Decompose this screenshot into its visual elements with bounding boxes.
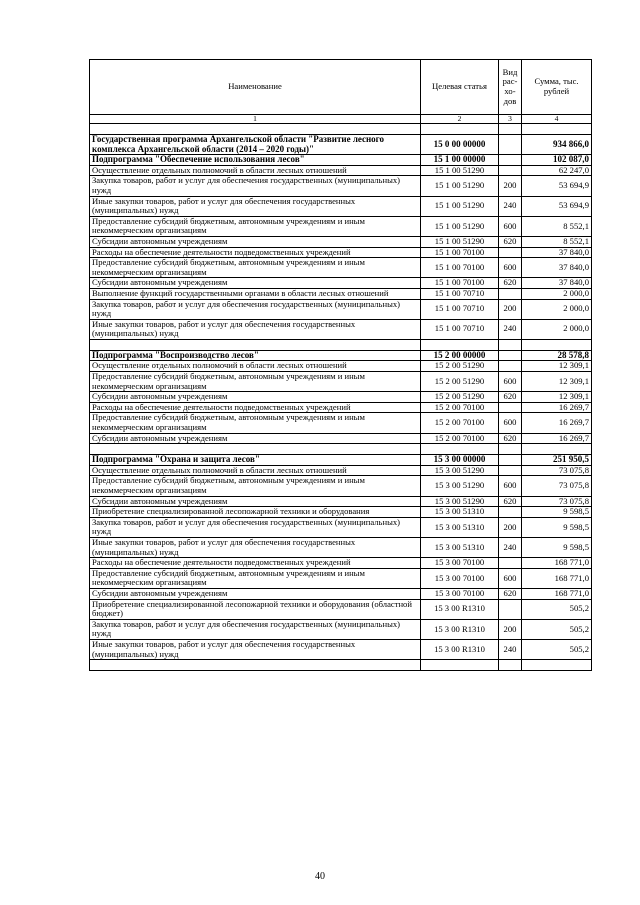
item-name: Закупка товаров, работ и услуг для обеспечения государственных (муниципальных) нужд (90, 176, 421, 196)
table-row (90, 196, 592, 216)
table-row (90, 247, 592, 258)
item-code: 15 1 00 70710 (421, 319, 499, 339)
section-row (90, 155, 592, 166)
item-type: 200 (499, 517, 522, 537)
item-name: Подпрограмма "Обеспечение использования лесов" (90, 155, 421, 166)
item-code: 15 3 00 70100 (421, 588, 499, 599)
section-row (90, 350, 592, 361)
spacer-row (90, 660, 592, 671)
item-sum: 53 694,9 (522, 196, 592, 216)
item-name: Предоставление субсидий бюджетным, автономным учреждениям и иным некоммерческим организациям (90, 258, 421, 278)
table-row (90, 558, 592, 569)
table-row (90, 319, 592, 339)
item-type (499, 247, 522, 258)
header-type: Вид рас-хо-дов (499, 60, 522, 115)
column-number: 1 (90, 115, 421, 124)
item-type: 620 (499, 588, 522, 599)
spacer-row (90, 339, 592, 350)
item-code: 15 2 00 51290 (421, 372, 499, 392)
item-code: 15 1 00 70100 (421, 258, 499, 278)
item-type: 200 (499, 619, 522, 639)
item-type: 240 (499, 639, 522, 659)
empty-cell (421, 660, 499, 671)
item-code: 15 3 00 51290 (421, 476, 499, 496)
table-row (90, 392, 592, 403)
item-name: Государственная программа Архангельской области "Развитие лесного комплекса Архангельской области (2014 – 2020 годы)" (90, 135, 421, 155)
column-number: 3 (499, 115, 522, 124)
item-code: 15 3 00 70100 (421, 558, 499, 569)
item-type (499, 288, 522, 299)
item-type (499, 599, 522, 619)
empty-cell (522, 444, 592, 455)
item-name: Расходы на обеспечение деятельности подведомственных учреждений (90, 402, 421, 413)
column-number: 4 (522, 115, 592, 124)
item-code: 15 2 00 51290 (421, 392, 499, 403)
table-row (90, 476, 592, 496)
item-sum: 9 598,5 (522, 517, 592, 537)
item-code: 15 3 00 R1310 (421, 639, 499, 659)
item-type (499, 558, 522, 569)
item-sum: 73 075,8 (522, 465, 592, 476)
table-row (90, 299, 592, 319)
item-type: 200 (499, 299, 522, 319)
item-code: 15 1 00 51290 (421, 236, 499, 247)
item-name: Предоставление субсидий бюджетным, автономным учреждениям и иным некоммерческим организациям (90, 216, 421, 236)
item-sum: 53 694,9 (522, 176, 592, 196)
item-sum: 73 075,8 (522, 496, 592, 507)
item-code: 15 2 00 70100 (421, 433, 499, 444)
item-name: Выполнение функций государственными органами в области лесных отношений (90, 288, 421, 299)
item-sum: 2 000,0 (522, 299, 592, 319)
item-sum: 8 552,1 (522, 216, 592, 236)
item-sum: 12 309,1 (522, 372, 592, 392)
table-row (90, 507, 592, 518)
item-sum: 16 269,7 (522, 433, 592, 444)
empty-cell (90, 444, 421, 455)
empty-cell (90, 124, 421, 135)
empty-cell (499, 339, 522, 350)
header-row (90, 60, 592, 115)
item-sum: 37 840,0 (522, 258, 592, 278)
item-code: 15 2 00 70100 (421, 413, 499, 433)
item-name: Иные закупки товаров, работ и услуг для обеспечения государственных (муниципальных) нужд (90, 639, 421, 659)
table-row (90, 413, 592, 433)
item-sum: 168 771,0 (522, 588, 592, 599)
item-name: Предоставление субсидий бюджетным, автономным учреждениям и иным некоммерческим организациям (90, 568, 421, 588)
column-number-row (90, 115, 592, 124)
table-row (90, 568, 592, 588)
item-code: 15 3 00 51310 (421, 507, 499, 518)
empty-cell (522, 339, 592, 350)
item-name: Подпрограмма "Охрана и защита лесов" (90, 455, 421, 466)
item-name: Предоставление субсидий бюджетным, автономным учреждениям и иным некоммерческим организациям (90, 413, 421, 433)
item-sum: 102 087,0 (522, 155, 592, 166)
header-sum: Сумма, тыс. рублей (522, 60, 592, 115)
item-sum: 62 247,0 (522, 165, 592, 176)
item-name: Иные закупки товаров, работ и услуг для обеспечения государственных (муниципальных) нужд (90, 196, 421, 216)
empty-cell (421, 339, 499, 350)
item-type: 200 (499, 176, 522, 196)
item-type: 600 (499, 258, 522, 278)
item-name: Иные закупки товаров, работ и услуг для обеспечения государственных (муниципальных) нужд (90, 537, 421, 557)
item-code: 15 3 00 51290 (421, 496, 499, 507)
spacer-row (90, 124, 592, 135)
spacer-row (90, 444, 592, 455)
item-code: 15 2 00 51290 (421, 361, 499, 372)
item-name: Субсидии автономным учреждениям (90, 392, 421, 403)
budget-table (89, 59, 592, 671)
item-sum: 2 000,0 (522, 288, 592, 299)
empty-cell (90, 660, 421, 671)
item-code: 15 3 00 R1310 (421, 599, 499, 619)
item-code: 15 1 00 51290 (421, 165, 499, 176)
item-code: 15 1 00 70710 (421, 299, 499, 319)
item-type: 600 (499, 216, 522, 236)
table-row (90, 165, 592, 176)
table-row (90, 465, 592, 476)
item-sum: 12 309,1 (522, 392, 592, 403)
item-type: 620 (499, 392, 522, 403)
empty-cell (522, 660, 592, 671)
item-sum: 934 866,0 (522, 135, 592, 155)
table-body (90, 124, 592, 671)
item-name: Расходы на обеспечение деятельности подведомственных учреждений (90, 558, 421, 569)
item-type: 600 (499, 568, 522, 588)
empty-cell (499, 124, 522, 135)
item-code: 15 2 00 70100 (421, 402, 499, 413)
table-row (90, 176, 592, 196)
item-code: 15 2 00 00000 (421, 350, 499, 361)
item-type: 600 (499, 372, 522, 392)
item-type (499, 507, 522, 518)
item-sum: 37 840,0 (522, 278, 592, 289)
item-name: Закупка товаров, работ и услуг для обеспечения государственных (муниципальных) нужд (90, 299, 421, 319)
table-row (90, 496, 592, 507)
item-code: 15 0 00 00000 (421, 135, 499, 155)
item-type (499, 135, 522, 155)
table-row (90, 402, 592, 413)
item-type: 600 (499, 476, 522, 496)
item-type (499, 155, 522, 166)
item-name: Подпрограмма "Воспроизводство лесов" (90, 350, 421, 361)
item-sum: 9 598,5 (522, 507, 592, 518)
item-type (499, 455, 522, 466)
table-row (90, 517, 592, 537)
item-sum: 37 840,0 (522, 247, 592, 258)
item-name: Субсидии автономным учреждениям (90, 433, 421, 444)
item-sum: 16 269,7 (522, 402, 592, 413)
table-row (90, 361, 592, 372)
section-row (90, 135, 592, 155)
table-row (90, 288, 592, 299)
item-name: Предоставление субсидий бюджетным, автономным учреждениям и иным некоммерческим организациям (90, 476, 421, 496)
item-sum: 505,2 (522, 639, 592, 659)
column-number: 2 (421, 115, 499, 124)
item-sum: 505,2 (522, 619, 592, 639)
empty-cell (499, 444, 522, 455)
item-type: 620 (499, 278, 522, 289)
header-name: Наименование (90, 60, 421, 115)
item-name: Иные закупки товаров, работ и услуг для обеспечения государственных (муниципальных) нужд (90, 319, 421, 339)
table-row (90, 236, 592, 247)
item-code: 15 1 00 70100 (421, 247, 499, 258)
item-type (499, 350, 522, 361)
item-code: 15 1 00 51290 (421, 216, 499, 236)
item-sum: 28 578,8 (522, 350, 592, 361)
item-code: 15 1 00 00000 (421, 155, 499, 166)
item-name: Приобретение специализированной лесопожарной техники и оборудования (областной бюджет) (90, 599, 421, 619)
item-type: 620 (499, 496, 522, 507)
item-name: Осуществление отдельных полномочий в области лесных отношений (90, 165, 421, 176)
item-name: Приобретение специализированной лесопожарной техники и оборудования (90, 507, 421, 518)
item-code: 15 1 00 70710 (421, 288, 499, 299)
item-code: 15 3 00 70100 (421, 568, 499, 588)
item-type: 240 (499, 537, 522, 557)
item-sum: 12 309,1 (522, 361, 592, 372)
item-sum: 168 771,0 (522, 558, 592, 569)
item-code: 15 1 00 51290 (421, 196, 499, 216)
item-sum: 251 950,5 (522, 455, 592, 466)
table-row (90, 619, 592, 639)
item-code: 15 3 00 R1310 (421, 619, 499, 639)
table-row (90, 537, 592, 557)
item-type: 240 (499, 196, 522, 216)
item-sum: 16 269,7 (522, 413, 592, 433)
item-code: 15 3 00 51290 (421, 465, 499, 476)
table-row (90, 372, 592, 392)
section-row (90, 455, 592, 466)
item-type (499, 165, 522, 176)
item-name: Субсидии автономным учреждениям (90, 496, 421, 507)
table-row (90, 588, 592, 599)
item-name: Закупка товаров, работ и услуг для обеспечения государственных (муниципальных) нужд (90, 619, 421, 639)
table-row (90, 599, 592, 619)
item-sum: 9 598,5 (522, 537, 592, 557)
item-name: Субсидии автономным учреждениям (90, 588, 421, 599)
item-type: 240 (499, 319, 522, 339)
item-name: Осуществление отдельных полномочий в области лесных отношений (90, 465, 421, 476)
item-sum: 505,2 (522, 599, 592, 619)
item-code: 15 3 00 51310 (421, 537, 499, 557)
table-row (90, 639, 592, 659)
item-type: 620 (499, 236, 522, 247)
item-code: 15 3 00 51310 (421, 517, 499, 537)
item-name: Субсидии автономным учреждениям (90, 236, 421, 247)
item-code: 15 1 00 70100 (421, 278, 499, 289)
item-name: Осуществление отдельных полномочий в области лесных отношений (90, 361, 421, 372)
table-row (90, 216, 592, 236)
empty-cell (522, 124, 592, 135)
item-code: 15 3 00 00000 (421, 455, 499, 466)
item-sum: 168 771,0 (522, 568, 592, 588)
item-code: 15 1 00 51290 (421, 176, 499, 196)
item-name: Субсидии автономным учреждениям (90, 278, 421, 289)
item-name: Закупка товаров, работ и услуг для обеспечения государственных (муниципальных) нужд (90, 517, 421, 537)
page-number: 40 (315, 871, 325, 882)
empty-cell (421, 444, 499, 455)
empty-cell (421, 124, 499, 135)
table-row (90, 278, 592, 289)
item-type (499, 361, 522, 372)
item-type: 620 (499, 433, 522, 444)
table-row (90, 433, 592, 444)
item-name: Предоставление субсидий бюджетным, автономным учреждениям и иным некоммерческим организациям (90, 372, 421, 392)
empty-cell (499, 660, 522, 671)
empty-cell (90, 339, 421, 350)
item-type (499, 402, 522, 413)
item-name: Расходы на обеспечение деятельности подведомственных учреждений (90, 247, 421, 258)
item-type: 600 (499, 413, 522, 433)
table-row (90, 258, 592, 278)
item-sum: 2 000,0 (522, 319, 592, 339)
item-type (499, 465, 522, 476)
header-code: Целевая статья (421, 60, 499, 115)
item-sum: 8 552,1 (522, 236, 592, 247)
item-sum: 73 075,8 (522, 476, 592, 496)
